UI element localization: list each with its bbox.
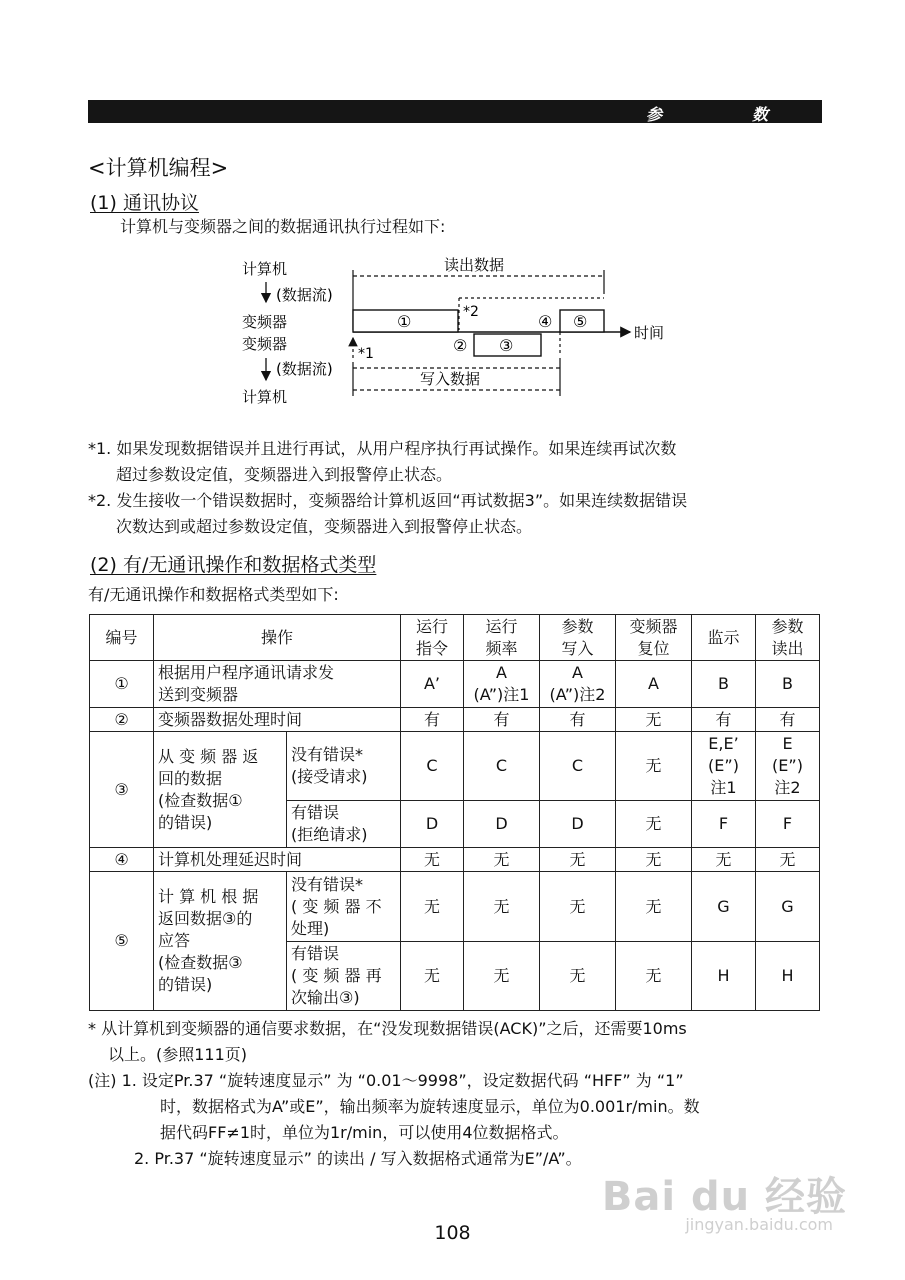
footnote-2: 2. Pr.37 “旋转速度显示” 的读出 / 写入数据格式通常为E”/A”。 bbox=[134, 1149, 582, 1168]
note-2-line1: *2. 发生接收一个错误数据时，变频器给计算机返回“再试数据3”。如果连续数据错误 bbox=[88, 491, 688, 510]
row2-v5: 有 bbox=[692, 708, 756, 732]
table-row-2 bbox=[90, 708, 820, 732]
row3a-v5-l1: E,E’ bbox=[708, 734, 739, 753]
table-row-4 bbox=[90, 848, 820, 872]
row1-no: ① bbox=[90, 661, 154, 708]
row3b-cond-l2: (拒绝请求) bbox=[291, 825, 368, 844]
note-1 bbox=[88, 436, 676, 488]
row5-op-l1: 计 算 机 根 据 bbox=[158, 887, 259, 906]
th-inverter-reset-l2: 复位 bbox=[637, 638, 670, 658]
table-row-1 bbox=[90, 661, 820, 708]
row1-op-l1: 根据用户程序通讯请求发 bbox=[158, 663, 335, 682]
step2-label: ② bbox=[453, 336, 468, 355]
th-run-freq-l1: 运行 bbox=[485, 616, 518, 636]
watermark-url: jingyan.baidu.com bbox=[685, 1215, 833, 1234]
row1-op bbox=[154, 661, 401, 708]
footnote-star-l1: * 从计算机到变频器的通信要求数据，在“没发现数据错误(ACK)”之后，还需要10ms bbox=[88, 1019, 687, 1038]
sub1-intro: 计算机与变频器之间的数据通讯执行过程如下: bbox=[120, 217, 446, 236]
note-2-line2: 次数达到或超过参数设定值，变频器进入到报警停止状态。 bbox=[116, 517, 533, 536]
row3a-cond-l2: (接受请求) bbox=[291, 767, 368, 786]
row1-v6: B bbox=[756, 661, 820, 708]
row1-v3-l2: (A”)注2 bbox=[549, 685, 606, 704]
header-title-part2: 数 bbox=[752, 105, 769, 124]
row3a-v1: C bbox=[401, 732, 464, 801]
th-run-cmd-l2: 指令 bbox=[415, 638, 448, 658]
row4-v6: 无 bbox=[756, 848, 820, 872]
th-no: 编号 bbox=[90, 615, 154, 661]
row4-v4: 无 bbox=[616, 848, 692, 872]
row2-v6: 有 bbox=[756, 708, 820, 732]
diagram-inverter-1: 变频器 bbox=[242, 313, 288, 331]
th-param-read bbox=[756, 615, 820, 661]
row3b-v2: D bbox=[464, 801, 540, 848]
row3-op-l3: (检查数据① bbox=[158, 790, 243, 810]
step3-label: ③ bbox=[499, 336, 514, 355]
th-op: 操作 bbox=[154, 615, 401, 661]
th-param-write-l2: 写入 bbox=[561, 638, 594, 658]
row2-op: 变频器数据处理时间 bbox=[154, 708, 401, 732]
row5a-v2: 无 bbox=[464, 872, 540, 942]
row5b-cond-l2: ( 变 频 器 再 bbox=[291, 966, 382, 985]
table-header-row bbox=[90, 615, 820, 661]
footnote-1-l2: 时，数据格式为A”或E”，输出频率为旋转速度显示，单位为0.001r/min。数 bbox=[160, 1097, 700, 1116]
th-run-cmd-l1: 运行 bbox=[415, 616, 448, 636]
row5b-cond-l1: 有错误 bbox=[291, 944, 340, 963]
step1-label: ① bbox=[397, 312, 412, 331]
row5b-cond bbox=[287, 942, 401, 1011]
sub2-title: (2) 有/无通讯操作和数据格式类型 bbox=[90, 554, 377, 576]
time-label: 时间 bbox=[634, 324, 665, 342]
row3b-cond-l1: 有错误 bbox=[291, 803, 340, 822]
row2-v1: 有 bbox=[401, 708, 464, 732]
row3-op bbox=[154, 732, 287, 848]
row1-v2-l1: A bbox=[496, 663, 507, 682]
row5a-cond-l3: 处理) bbox=[291, 918, 330, 938]
row3a-v6 bbox=[756, 732, 820, 801]
row5a-v6: G bbox=[756, 872, 820, 942]
row3a-v5-l3: 注1 bbox=[710, 778, 737, 797]
row1-v5: B bbox=[692, 661, 756, 708]
row1-v1: A’ bbox=[401, 661, 464, 708]
row5a-v1: 无 bbox=[401, 872, 464, 942]
th-param-write bbox=[540, 615, 616, 661]
row5-op-l3: 应答 bbox=[158, 931, 191, 950]
row4-v5: 无 bbox=[692, 848, 756, 872]
row1-op-l2: 送到变频器 bbox=[158, 685, 239, 704]
row1-v3-l1: A bbox=[572, 663, 583, 682]
step5-label: ⑤ bbox=[573, 312, 588, 331]
row2-v3: 有 bbox=[540, 708, 616, 732]
row3a-v5-l2: (E”) bbox=[708, 756, 739, 775]
read-data-label: 读出数据 bbox=[444, 256, 505, 274]
page-number: 108 bbox=[434, 1222, 471, 1244]
diagram-dataflow-top: (数据流) bbox=[276, 286, 333, 304]
row3-op-l4: 的错误) bbox=[158, 812, 213, 832]
row5-op-l2: 返回数据③的 bbox=[158, 909, 253, 928]
row3a-v2: C bbox=[464, 732, 540, 801]
row5-op-l4: (检查数据③ bbox=[158, 953, 243, 972]
note-2 bbox=[88, 488, 687, 540]
row5b-v3: 无 bbox=[540, 942, 616, 1011]
write-data-label: 写入数据 bbox=[420, 370, 481, 388]
mark-1: *1 bbox=[358, 346, 374, 362]
footnote-1 bbox=[88, 1068, 700, 1146]
row3b-v3: D bbox=[540, 801, 616, 848]
row3a-v5 bbox=[692, 732, 756, 801]
footnote-1-l1: (注) 1. 设定Pr.37 “旋转速度显示” 为 “0.01～9998”，设定数据代码 “HFF” 为 “1” bbox=[88, 1071, 684, 1090]
row4-v1: 无 bbox=[401, 848, 464, 872]
row1-v2-l2: (A”)注1 bbox=[473, 685, 530, 704]
row3a-v3: C bbox=[540, 732, 616, 801]
footnote-1-l3: 据代码FF≠1时，单位为1r/min，可以使用4位数据格式。 bbox=[160, 1123, 569, 1142]
table-row-5a bbox=[90, 872, 820, 942]
th-run-freq-l2: 频率 bbox=[485, 638, 518, 658]
row5b-v2: 无 bbox=[464, 942, 540, 1011]
th-param-read-l2: 读出 bbox=[771, 638, 804, 658]
row2-v4: 无 bbox=[616, 708, 692, 732]
row4-no: ④ bbox=[90, 848, 154, 872]
row3a-v6-l3: 注2 bbox=[774, 778, 801, 797]
timing-diagram bbox=[230, 250, 690, 410]
section-title: <计算机编程> bbox=[88, 156, 229, 180]
watermark-brand: Bai du 经验 bbox=[601, 1174, 847, 1220]
step4-label: ④ bbox=[538, 312, 553, 331]
row5b-v5: H bbox=[692, 942, 756, 1011]
diagram-computer-bottom: 计算机 bbox=[242, 388, 288, 406]
header-title bbox=[640, 101, 800, 123]
mark-2: *2 bbox=[463, 304, 479, 320]
diagram-dataflow-bottom: (数据流) bbox=[276, 360, 333, 378]
row2-no: ② bbox=[90, 708, 154, 732]
row3-no: ③ bbox=[90, 732, 154, 848]
row5b-v4: 无 bbox=[616, 942, 692, 1011]
diagram-computer-top: 计算机 bbox=[242, 260, 288, 278]
th-run-cmd bbox=[401, 615, 464, 661]
row3b-v6: F bbox=[756, 801, 820, 848]
table-row-3a bbox=[90, 732, 820, 801]
row5a-cond bbox=[287, 872, 401, 942]
sub1-title: (1) 通讯协议 bbox=[90, 192, 199, 214]
row3a-v6-l1: E bbox=[782, 734, 793, 753]
row5a-cond-l2: ( 变 频 器 不 bbox=[291, 896, 382, 916]
header-title-part1: 参 bbox=[646, 105, 663, 124]
row5b-v1: 无 bbox=[401, 942, 464, 1011]
row5a-cond-l1: 没有错误* bbox=[291, 874, 364, 894]
row5b-cond-l3: 次输出③) bbox=[291, 988, 360, 1007]
sub2-intro: 有/无通讯操作和数据格式类型如下: bbox=[88, 585, 339, 604]
row1-v4: A bbox=[616, 661, 692, 708]
row5a-v3: 无 bbox=[540, 872, 616, 942]
th-inverter-reset bbox=[616, 615, 692, 661]
row5-no: ⑤ bbox=[90, 872, 154, 1011]
row3b-v1: D bbox=[401, 801, 464, 848]
row5b-v6: H bbox=[756, 942, 820, 1011]
row4-op: 计算机处理延迟时间 bbox=[154, 848, 401, 872]
th-inverter-reset-l1: 变频器 bbox=[629, 616, 678, 636]
row3b-cond bbox=[287, 801, 401, 848]
row3a-v6-l2: (E”) bbox=[772, 756, 803, 775]
row2-v2: 有 bbox=[464, 708, 540, 732]
row4-v2: 无 bbox=[464, 848, 540, 872]
note-1-line2: 超过参数设定值，变频器进入到报警停止状态。 bbox=[116, 465, 453, 484]
th-param-write-l1: 参数 bbox=[561, 616, 594, 636]
row3a-v4: 无 bbox=[616, 732, 692, 801]
th-param-read-l1: 参数 bbox=[771, 616, 804, 636]
row4-v3: 无 bbox=[540, 848, 616, 872]
diagram-inverter-2: 变频器 bbox=[242, 335, 288, 353]
th-monitor: 监示 bbox=[692, 615, 756, 661]
row3a-cond-l1: 没有错误* bbox=[291, 745, 364, 764]
row3b-v5: F bbox=[692, 801, 756, 848]
row5a-v5: G bbox=[692, 872, 756, 942]
row3a-cond bbox=[287, 732, 401, 801]
comm-ops-table bbox=[89, 614, 820, 1011]
row3b-v4: 无 bbox=[616, 801, 692, 848]
th-run-freq bbox=[464, 615, 540, 661]
row1-v3 bbox=[540, 661, 616, 708]
note-1-line1: *1. 如果发现数据错误并且进行再试，从用户程序执行再试操作。如果连续再试次数 bbox=[88, 439, 677, 458]
row3-op-l2: 回的数据 bbox=[158, 768, 223, 788]
row5a-v4: 无 bbox=[616, 872, 692, 942]
row1-v2 bbox=[464, 661, 540, 708]
footnote-star-l2: 以上。(参照111页) bbox=[108, 1045, 248, 1064]
row3-op-l1: 从 变 频 器 返 bbox=[158, 746, 259, 766]
row5-op bbox=[154, 872, 287, 1011]
row5-op-l5: 的错误) bbox=[158, 975, 213, 994]
footnote-star bbox=[88, 1016, 687, 1068]
